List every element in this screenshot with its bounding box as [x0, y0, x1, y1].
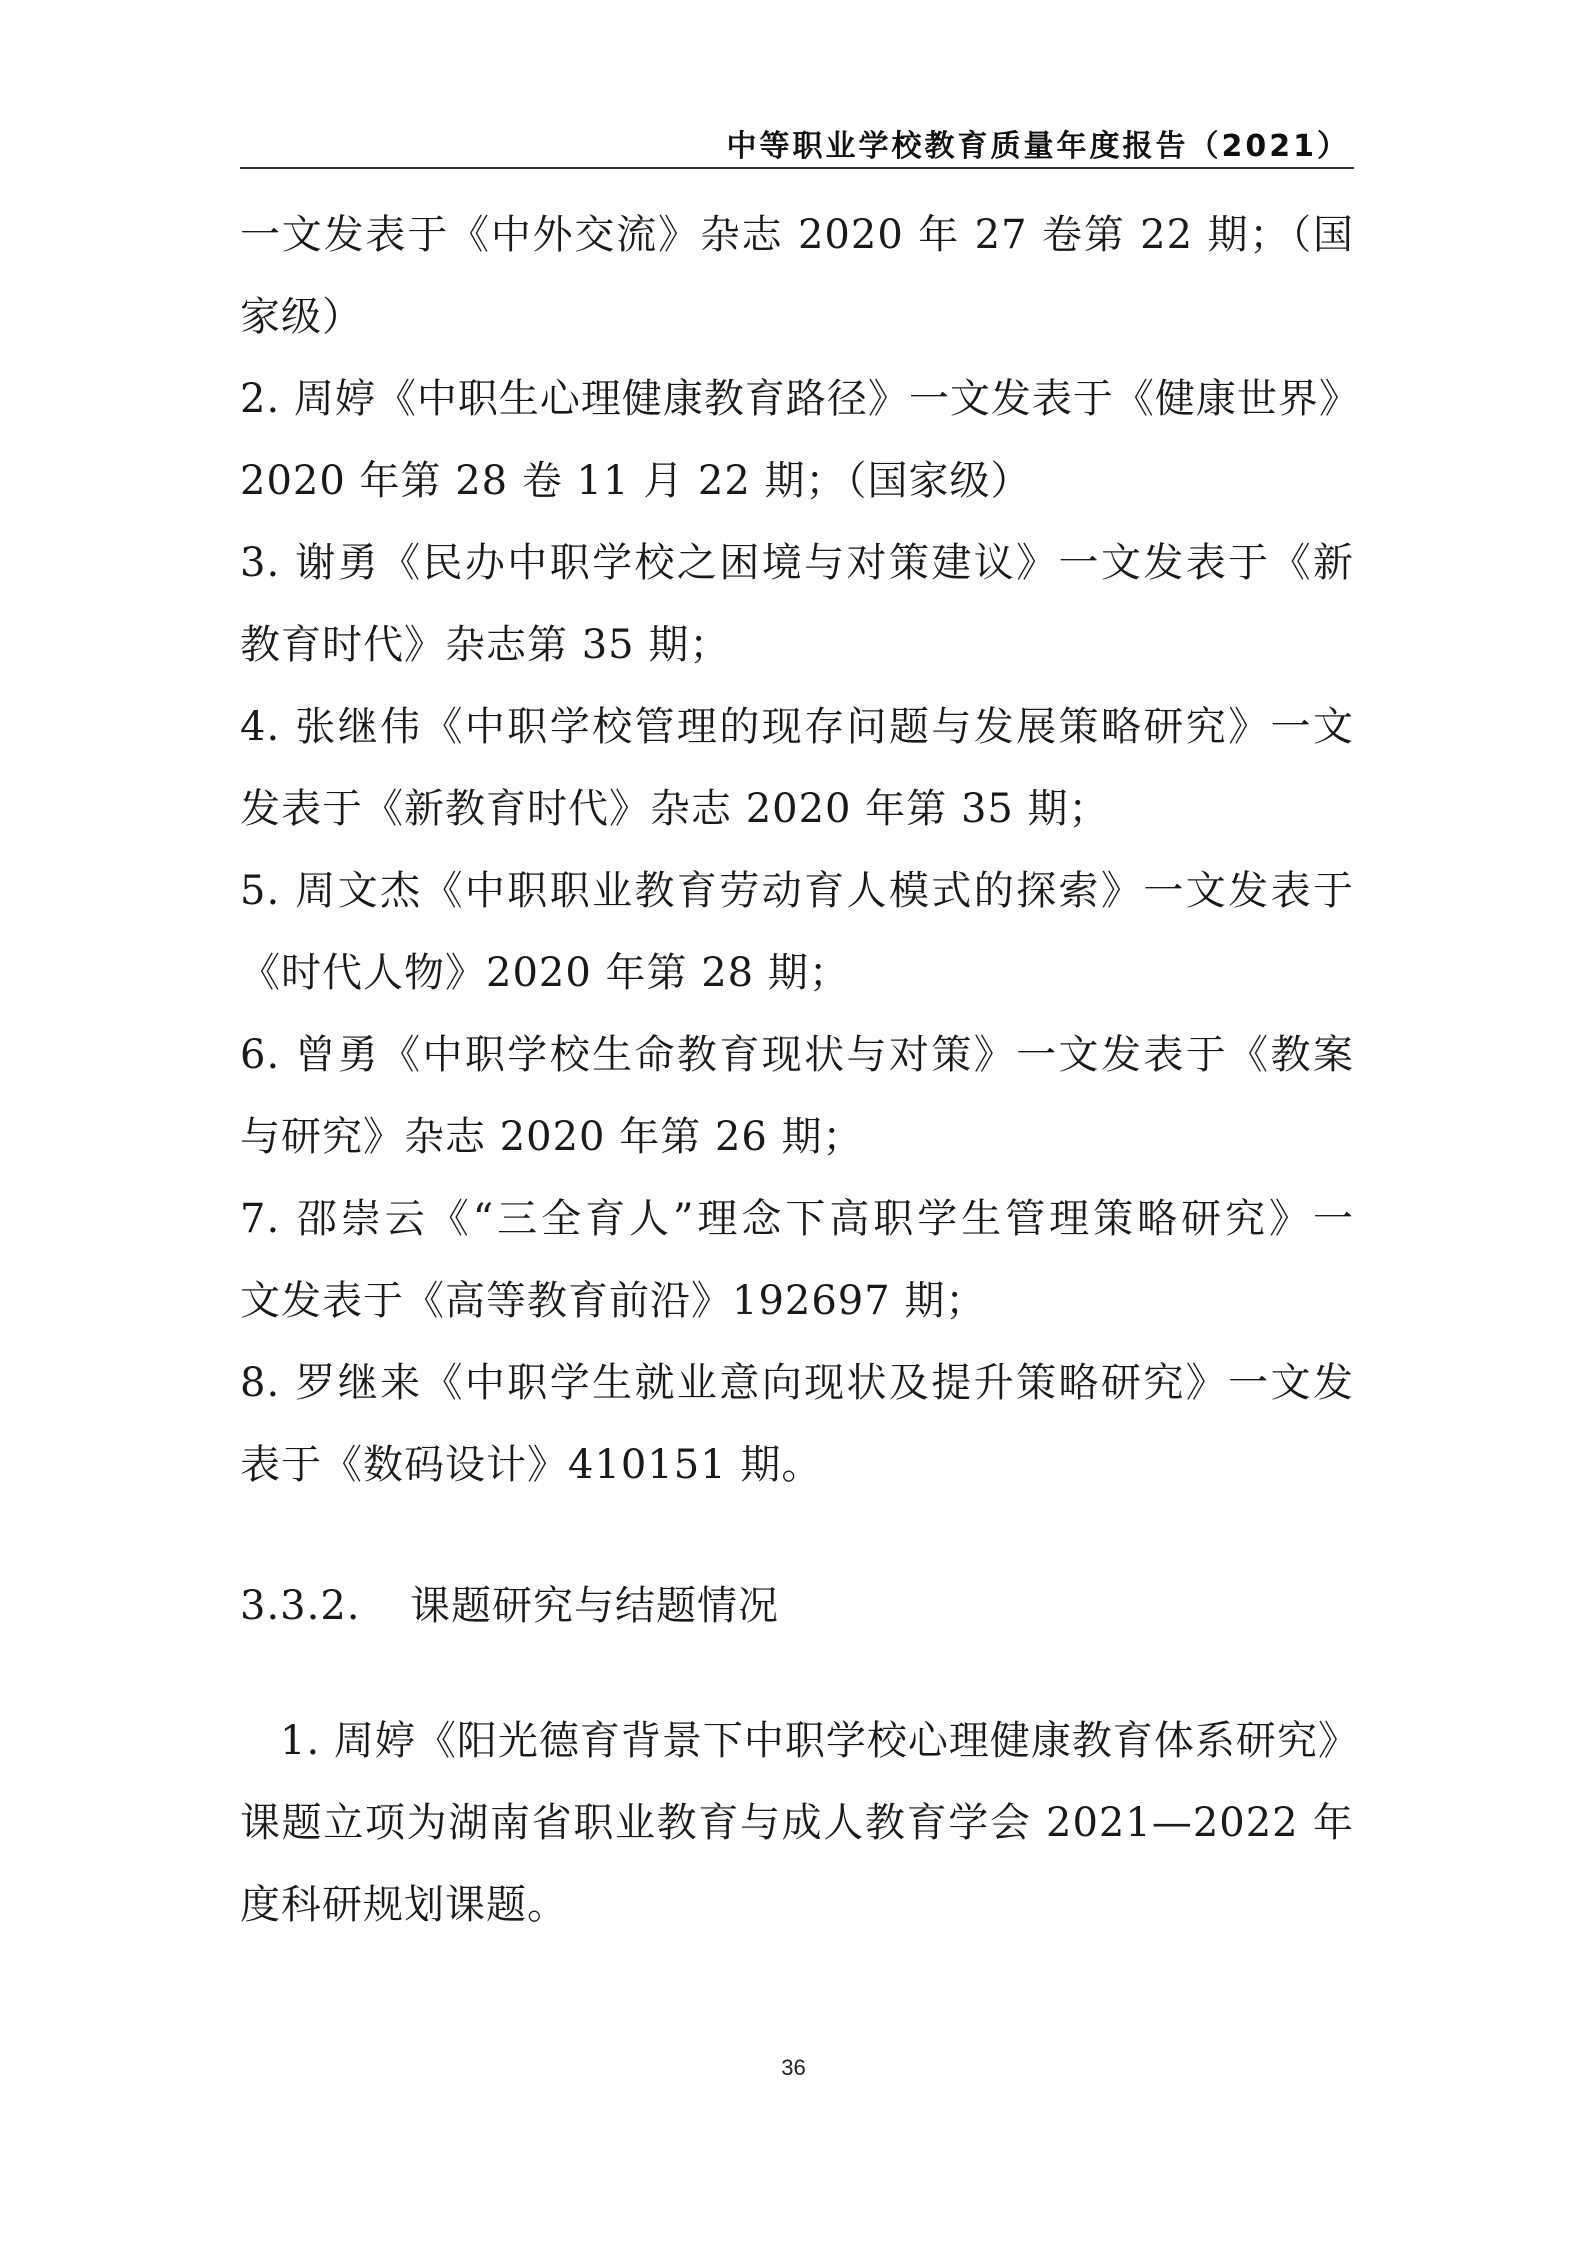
- text-line: 8. 罗继来《中职学生就业意向现状及提升策略研究》一文发: [240, 1360, 1354, 1406]
- text-line: 家级）: [240, 294, 363, 340]
- text-line: 7. 邵崇云《“三全育人”理念下高职学生管理策略研究》一: [240, 1196, 1354, 1242]
- text-line: 课题立项为湖南省职业教育与成人教育学会 2021—2022 年: [240, 1800, 1354, 1846]
- text-line: 文发表于《高等教育前沿》192697 期；: [240, 1278, 987, 1324]
- section-number: 3.3.2.: [240, 1583, 361, 1629]
- text-line: 发表于《新教育时代》杂志 2020 年第 35 期；: [240, 786, 1110, 832]
- page-number: 36: [781, 2055, 806, 2080]
- text-line: 5. 周文杰《中职职业教育劳动育人模式的探索》一文发表于: [240, 868, 1354, 914]
- text-line: 4. 张继伟《中职学校管理的现存问题与发展策略研究》一文: [240, 704, 1354, 750]
- text-line: 3. 谢勇《民办中职学校之困境与对策建议》一文发表于《新: [240, 540, 1354, 586]
- text-line: 2020 年第 28 卷 11 月 22 期；（国家级）: [240, 458, 1032, 504]
- text-line: 《时代人物》2020 年第 28 期；: [240, 950, 850, 996]
- text-line: 一文发表于《中外交流》杂志 2020 年 27 卷第 22 期；（国: [240, 212, 1354, 258]
- project-paragraph: [240, 1700, 1359, 1946]
- section-title: 课题研究与结题情况: [410, 1583, 779, 1629]
- section-heading: [240, 1565, 779, 1647]
- page-header: [240, 115, 1354, 169]
- text-line: 2. 周婷《中职生心理健康教育路径》一文发表于《健康世界》: [240, 376, 1360, 422]
- header-title: 中等职业学校教育质量年度报告（2021）: [726, 129, 1350, 164]
- papers-list: [240, 194, 1360, 1506]
- text-line: 度科研规划课题。: [240, 1882, 568, 1928]
- text-line: 1. 周婷《阳光德育背景下中职学校心理健康教育体系研究》: [280, 1718, 1359, 1764]
- text-line: 与研究》杂志 2020 年第 26 期；: [240, 1114, 864, 1160]
- text-line: 6. 曾勇《中职学校生命教育现状与对策》一文发表于《教案: [240, 1032, 1354, 1078]
- text-line: 表于《数码设计》410151 期。: [240, 1442, 823, 1488]
- text-line: 教育时代》杂志第 35 期；: [240, 622, 731, 668]
